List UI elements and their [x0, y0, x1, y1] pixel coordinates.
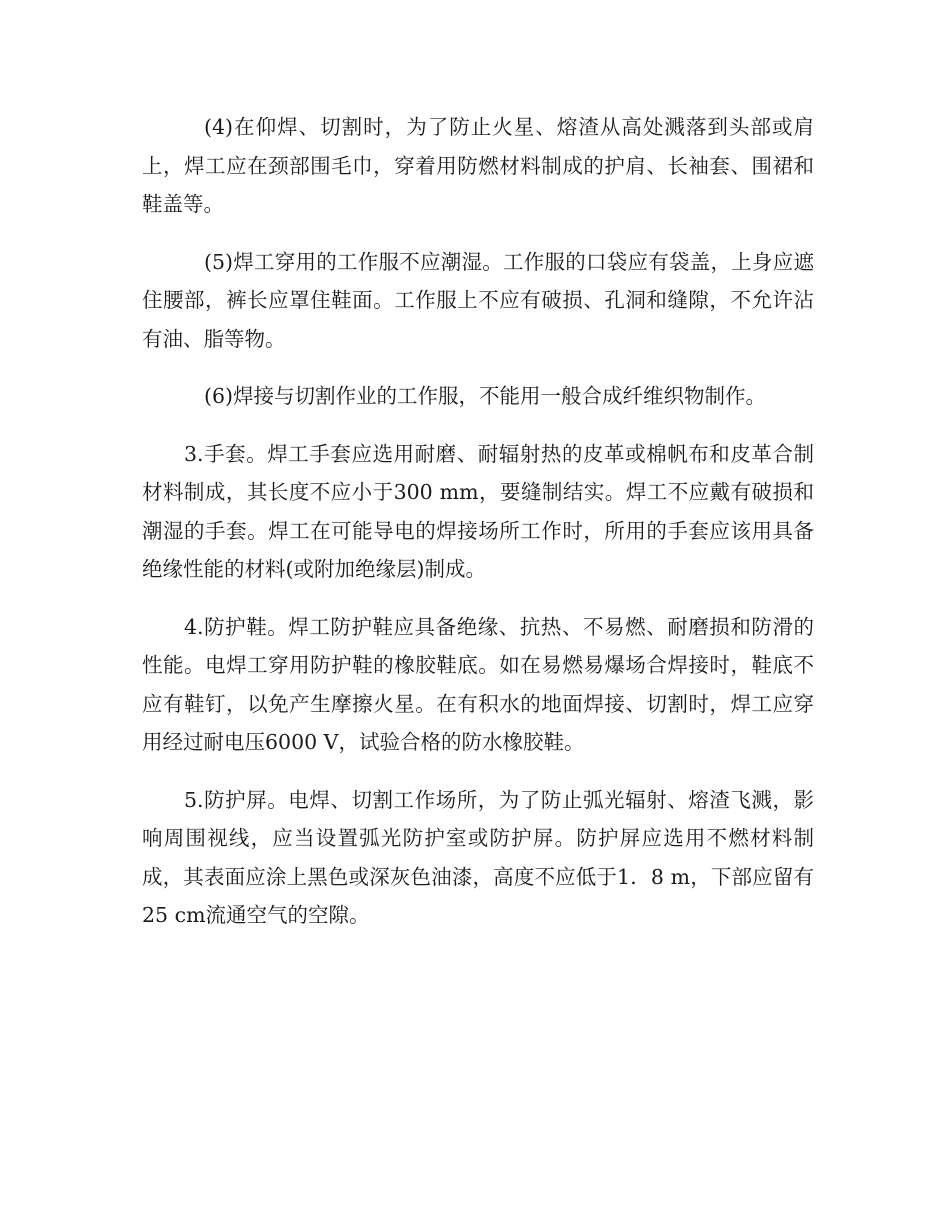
paragraph-4-neck-protection: (4)在仰焊、切割时，为了防止火星、熔渣从高处溅落到头部或肩上，焊工应在颈部围毛巾，穿着用防燃材料制成的护肩、长袖套、围裙和鞋盖等。 [142, 115, 814, 216]
paragraph-protective-screen: 5.防护屏。电焊、切割工作场所，为了防止弧光辐射、熔渣飞溅，影响周围视线，应当设置弧光防护室或防护屏。防护屏应选用不燃材料制成，其表面应涂上黑色或深灰色油漆，高度不应低于1．8 m，下部应留有25 cm流通空气的空隙。 [142, 787, 814, 927]
paragraph-5-work-clothes: (5)焊工穿用的工作服不应潮湿。工作服的口袋应有袋盖，上身应遮住腰部，裤长应罩住鞋面。工作服上不应有破损、孔洞和缝隙，不允许沾有油、脂等物。 [142, 249, 814, 351]
document-body [142, 108, 814, 954]
paragraph-protective-shoes: 4.防护鞋。焊工防护鞋应具备绝缘、抗热、不易燃、耐磨损和防滑的性能。电焊工穿用防护鞋的橡胶鞋底。如在易燃易爆场合焊接时，鞋底不应有鞋钉，以免产生摩擦火星。在有积水的地面焊接、切割时，焊工应穿用经过耐电压6000 V，试验合格的防水橡胶鞋。 [142, 614, 814, 754]
paragraph-gloves: 3.手套。焊工手套应选用耐磨、耐辐射热的皮革或棉帆布和皮革合制材料制成，其长度不应小于300 mm，要缝制结实。焊工不应戴有破损和潮湿的手套。焊工在可能导电的焊接场所工作时，所用的手套应该用具备绝缘性能的材料(或附加绝缘层)制成。 [142, 441, 814, 581]
paragraph-6-fabric: (6)焊接与切割作业的工作服，不能用一般合成纤维织物制作。 [204, 384, 767, 408]
